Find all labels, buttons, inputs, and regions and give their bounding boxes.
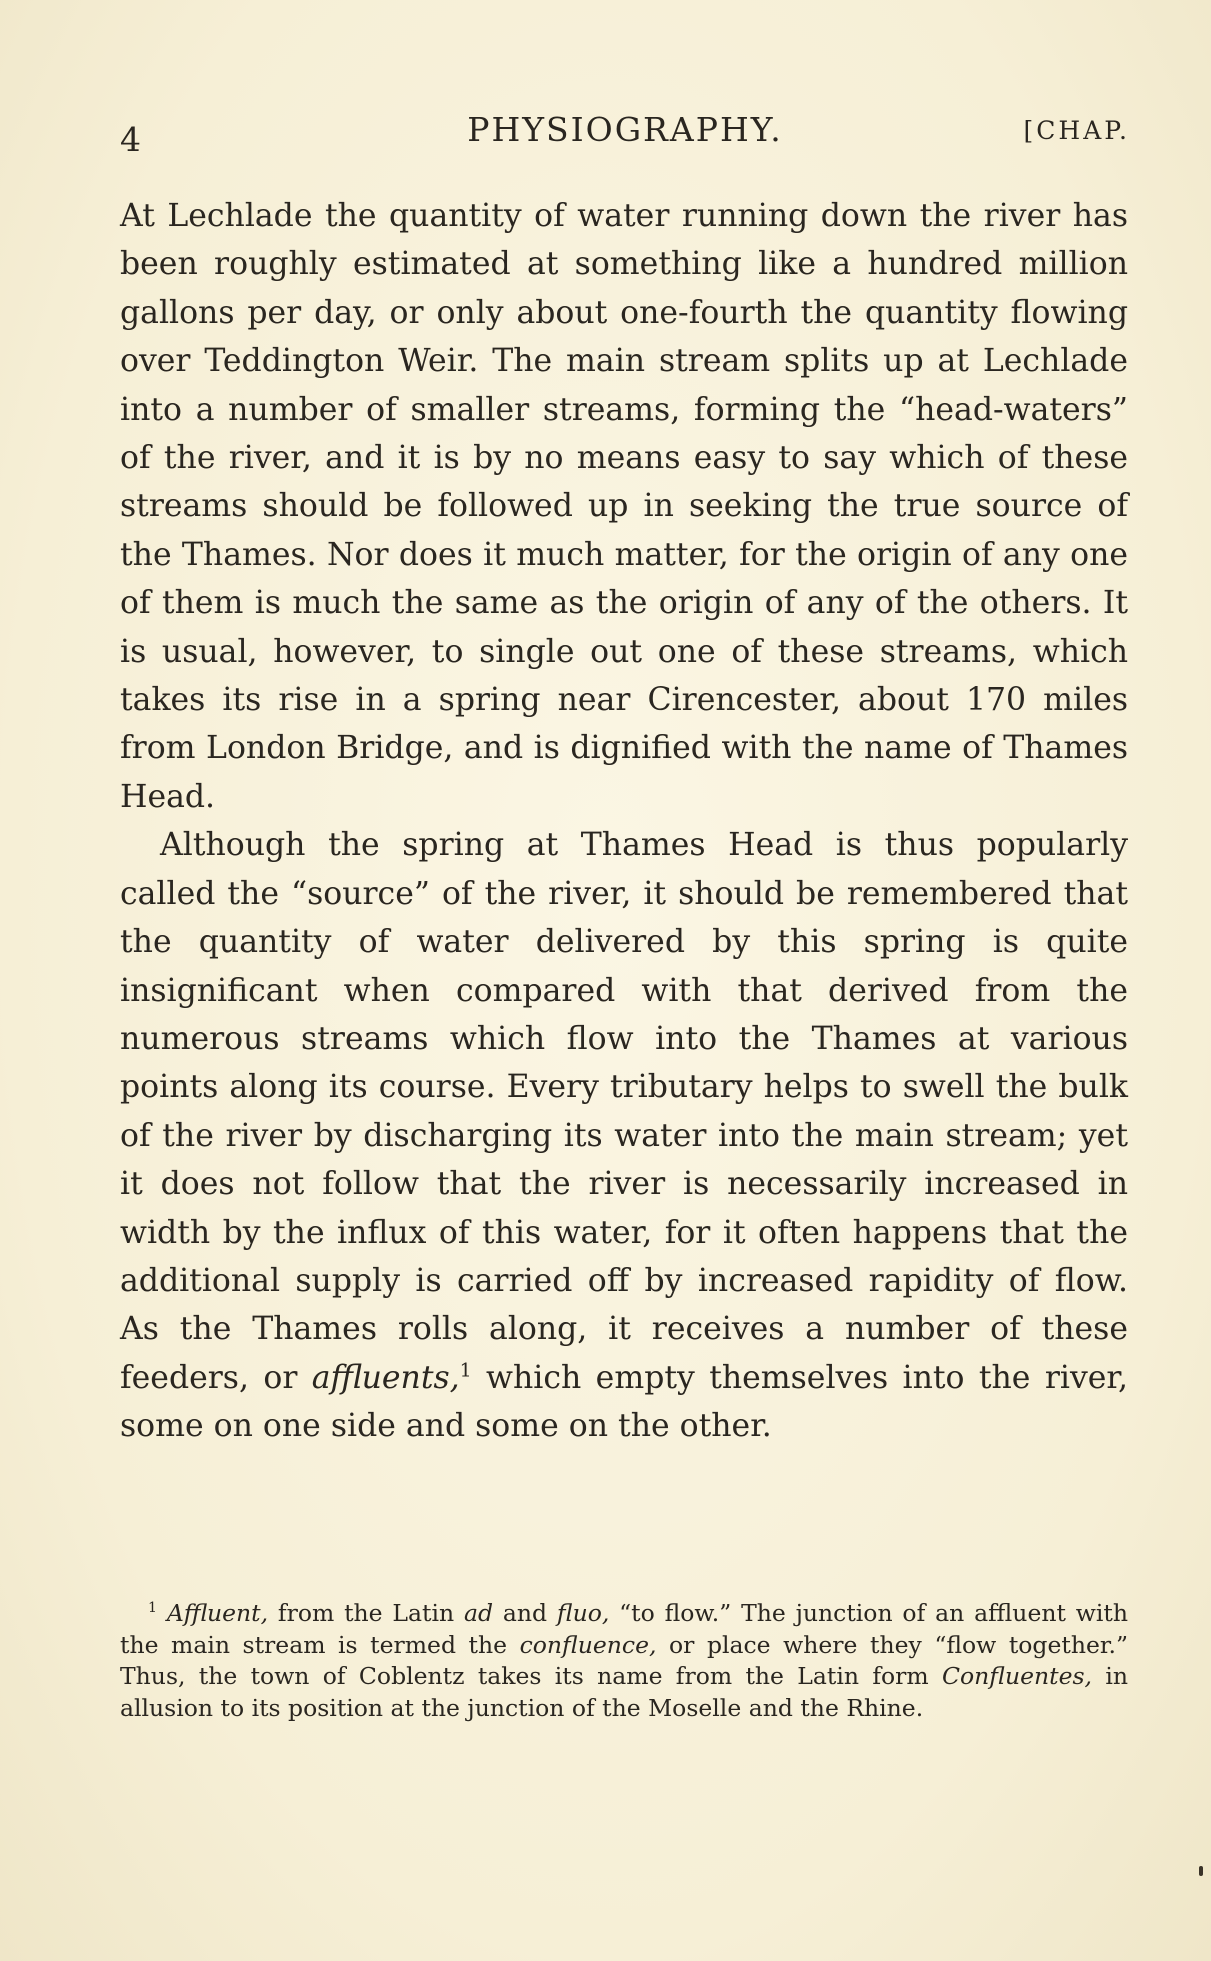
chapter-mark: [CHAP.: [1023, 116, 1130, 145]
confluence-term: confluence,: [519, 1630, 657, 1659]
footnote-text-4: or place where they “flow together.” Thus, the town of Coblentz takes its name from the Latin form: [120, 1630, 1128, 1690]
footnote-term: Affluent,: [166, 1599, 269, 1627]
latin-fluo: fluo,: [556, 1599, 610, 1627]
paragraph-2: [120, 821, 1128, 1450]
main-text: [120, 192, 1128, 1451]
latin-ad: ad: [463, 1599, 494, 1627]
paragraph-2-text: Although the spring at Thames Head is thus popularly called the “source” of the river, it should be remembered that the quantity of water delivered by this spring is quite insignificant when compared with that derived from the numerous streams which flow into the Thames at various points along its course. Every tributary helps to swell the bulk of the river by discharging its water into the main stream; yet it does not follow that the river is necessarily increased in width by the influx of this water, for it often happens that the additional supply is carried off by increased rapidity of flow. As the Thames rolls along, it receives a number of these feeders, or: [120, 827, 1128, 1396]
paragraph-1: At Lechlade the quantity of water running down the river has been roughly estimated at something like a hundred million gallons per day, or only about one-fourth the quantity flowing over Teddington Weir. The main stream splits up at Lechlade into a number of smaller streams, forming the “head-waters” of the river, and it is by no means easy to say which of these streams should be followed up in seeking the true source of the Thames. Nor does it much matter, for the origin of any one of them is much the same as the origin of any of the others. It is usual, however, to single out one of these streams, which takes its rise in a spring near Cirencester, about 170 miles from London Bridge, and is dignified with the name of Thames Head.: [120, 198, 1128, 815]
confluentes-term: Confluentes,: [942, 1662, 1093, 1690]
footnote-text-3: “to flow.” The junction of an affluent with the main stream is termed the: [120, 1599, 1128, 1659]
footnote-text-2: and: [493, 1599, 557, 1627]
footnote-marker: 1: [148, 1600, 157, 1617]
page-header: [120, 110, 1130, 160]
footnotes: [120, 1598, 1128, 1724]
footnote-text-5: in allusion to its position at the junction of the Moselle and the Rhine.: [120, 1662, 1128, 1722]
page-number: 4: [120, 120, 142, 159]
affluents-term: affluents,: [311, 1359, 460, 1396]
running-title: PHYSIOGRAPHY.: [467, 110, 783, 149]
footnote-reference: 1: [459, 1359, 472, 1382]
footnote-1: [120, 1598, 1128, 1724]
paragraph-2-end: which empty themselves into the river, some on one side and some on the other.: [120, 1359, 1128, 1445]
footnote-text-1: from the Latin: [268, 1599, 464, 1627]
ink-speck: [1199, 1866, 1203, 1876]
